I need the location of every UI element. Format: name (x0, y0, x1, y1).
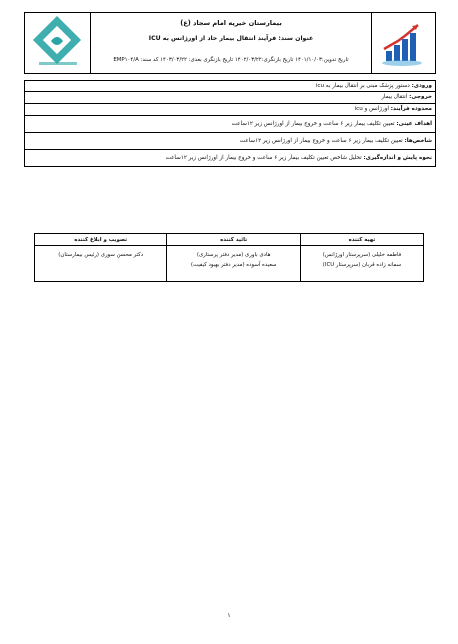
row-indicators: شاخص‌ها: تعیین تکلیف بیمار زیر ۶ ساعت و خروج بیمار از اورژانس زیر ۱۲ساعت (24, 133, 436, 150)
title-value: فرآیند انتقال بیمار حاد از اورژانس به ICU (148, 35, 277, 42)
page-number: ۱ (227, 612, 231, 619)
header-preparer: تهیه کننده (300, 234, 423, 246)
ratifier-cell: دکتر محسن سوری (رئیس بیمارستان) (35, 246, 167, 282)
process-info-rows (24, 80, 436, 167)
preparer-cell: فاطمه خلیلی (سرپرستار اورژانس) سمانه زاده قربان (سرپرستار ICU) (300, 246, 423, 282)
header-approver: تائید کننده (167, 234, 300, 246)
row-output: خروجی: انتقال بیمار (24, 92, 436, 104)
row-objectives: اهداف عینی: تعیین تکلیف بیمار زیر ۶ ساعت و خروج بیمار از اورژانس زیر ۱۲ساعت (24, 116, 436, 133)
hospital-name: بیمارستان خیریه امام سجاد (ع) (180, 19, 282, 27)
row-monitoring: نحوه پایش و اندازه‌گیری: تحلیل شاخص تعیین تکلیف بیمار زیر ۶ ساعت و خروج بیمار از اورژانس زیر ۱۲ساعت (24, 150, 436, 167)
row-input: ورودی: دستور پزشک مبنی بر انتقال بیمار به icu (24, 80, 436, 92)
document-header (24, 12, 436, 74)
document-meta: تاریخ تدوین:۱۴۰۱/۱۰/۰۳ تاریخ بازنگری:۱۴۰۲/۰۳/۲۲ تاریخ بازنگری بعدی: ۱۴۰۳/۰۳/۲۲ کد سند: EMP۱۰۴/A (113, 57, 349, 63)
document-title (91, 35, 371, 42)
header-ratifier: تصویب و ابلاغ کننده (35, 234, 167, 246)
approver-cell: هادی باوری (مدیر دفتر پرستاری) سعیده آسوده (مدیر دفتر بهبود کیفیت) (167, 246, 300, 282)
hospital-logo-icon (25, 13, 91, 73)
signatures-table (34, 233, 424, 282)
title-label: عنوان سند: (278, 35, 314, 42)
row-scope: محدوده فرآیند: اورژانس و icu (24, 104, 436, 116)
growth-chart-logo-icon (371, 13, 435, 73)
